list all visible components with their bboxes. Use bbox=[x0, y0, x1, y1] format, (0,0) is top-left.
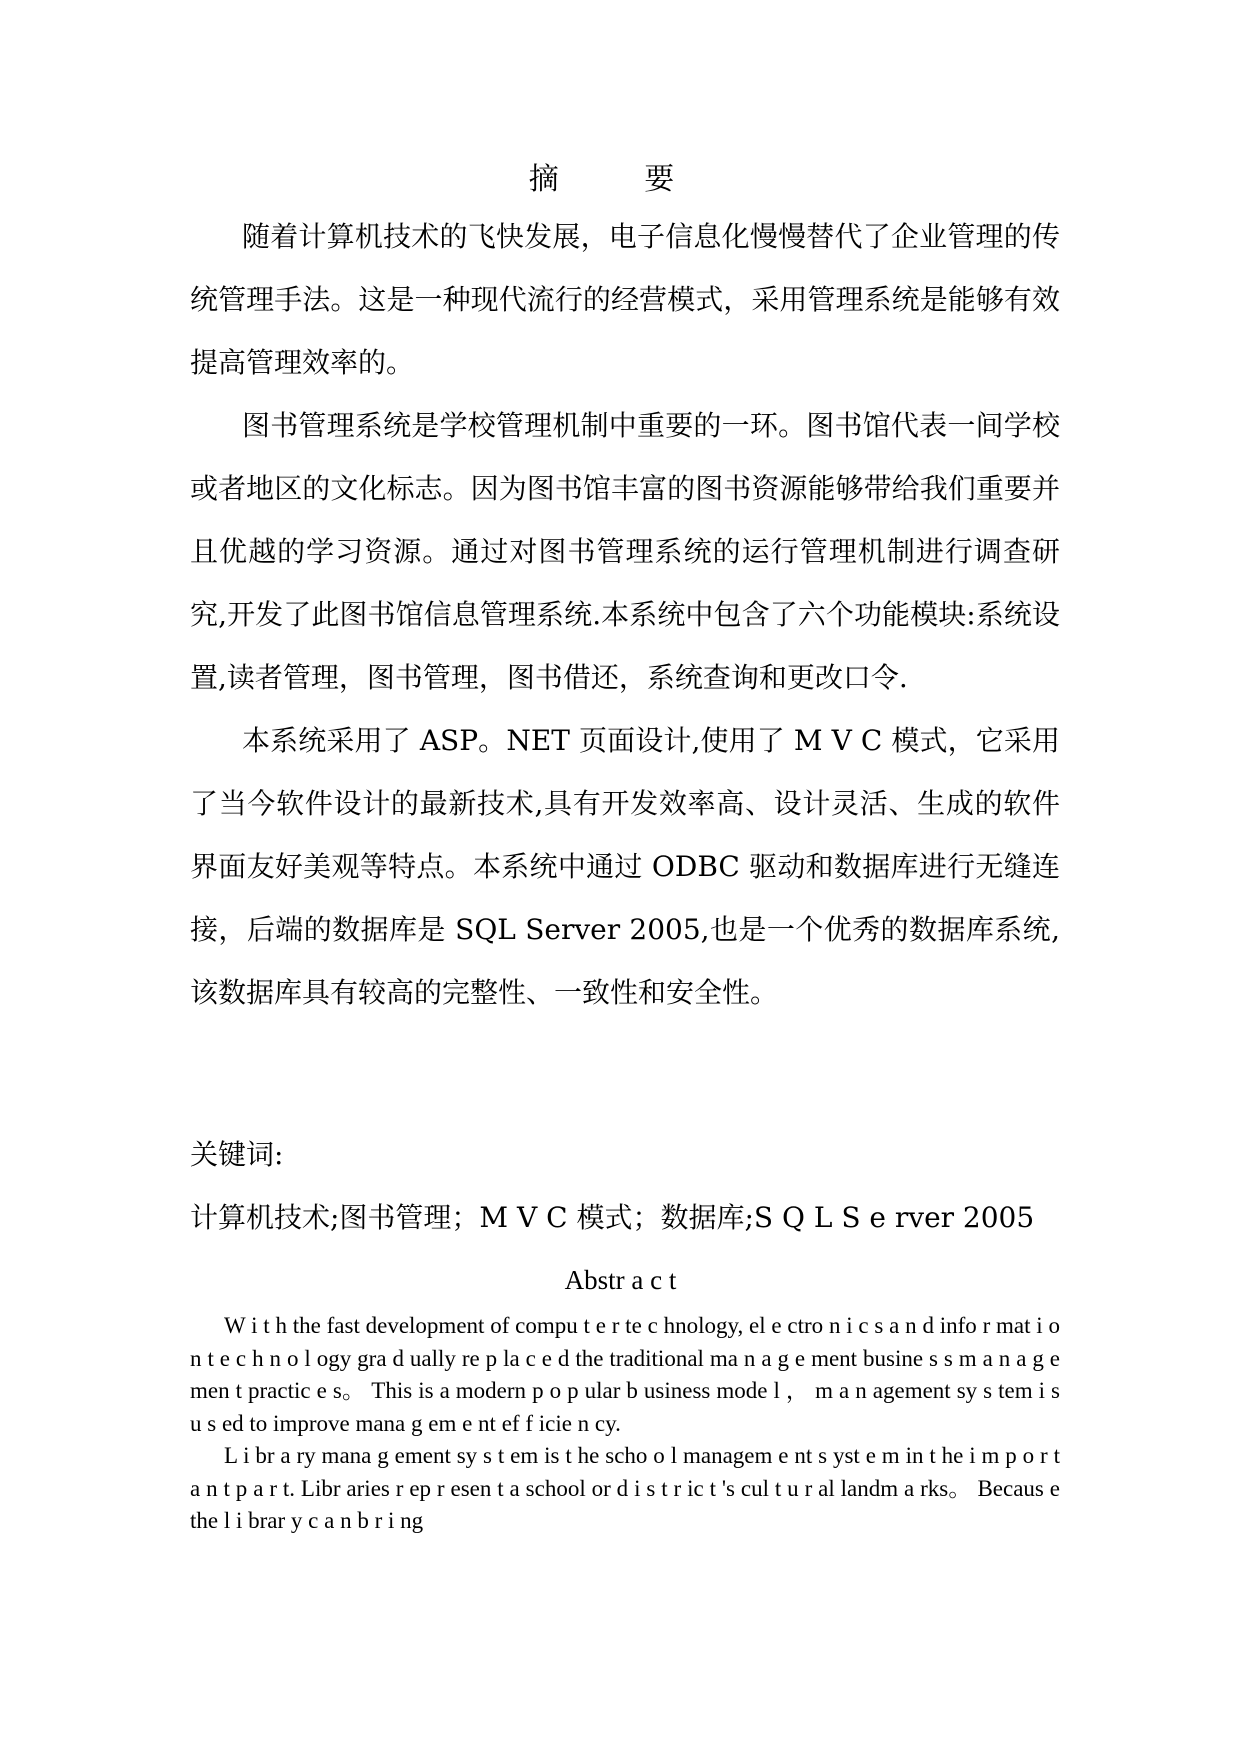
chinese-paragraph-1: 随着计算机技术的飞快发展，电子信息化慢慢替代了企业管理的传统管理手法。这是一种现代流行的经营模式，采用管理系统是能够有效提高管理效率的。 bbox=[190, 220, 1060, 379]
chinese-paragraph-2: 图书管理系统是学校管理机制中重要的一环。图书馆代表一间学校或者地区的文化标志。因为图书馆丰富的图书资源能够带给我们重要并且优越的学习资源。通过对图书管理系统的运行管理机制进行调查研究,开发了此图书馆信息管理系统.本系统中包含了六个功能模块:系统设置,读者管理，图书管理，图书借还，系统查询和更改口令. bbox=[190, 409, 1060, 694]
english-paragraph-1: W i t h the fast development of compu t e r te c hnology, el e ctro n i c s a n d info r mat i o n t e c h n o l ogy gra d ually re p la c e d the traditional ma n a g e ment busine s s m a n a g e men t practic e s。 This is a modern p o p ular b usiness mode l ， m a n agement sy s tem i s u s ed to improve mana g em e nt ef f icie n cy. bbox=[190, 1313, 1060, 1436]
chinese-abstract-title: 摘 要 bbox=[528, 162, 713, 197]
english-abstract-body bbox=[190, 1310, 1060, 1538]
english-abstract-title: Abstr a c t bbox=[564, 1265, 677, 1295]
english-paragraph-2: L i br a ry mana g ement sy s t em is t he scho o l managem e nt s yst e m in t he i m p o r t a n t p a r t. Libr aries r ep r esen t a school or d i s t r ic t 's cul t u r al landm a rks。 Becaus e the l i brar y c a n b r i ng bbox=[190, 1443, 1060, 1533]
chinese-paragraph-3: 本系统采用了 ASP。NET 页面设计,使用了 M V C 模式，它采用了当今软件设计的最新技术,具有开发效率高、设计灵活、生成的软件界面友好美观等特点。本系统中通过 ODBC 驱动和数据库进行无缝连接，后端的数据库是 SQL Server 2005,也是一个优秀的数据库系统,该数据库具有较高的完整性、一致性和安全性。 bbox=[190, 724, 1060, 1009]
chinese-abstract-body bbox=[190, 205, 1060, 1024]
keywords-text: 计算机技术;图书管理；M V C 模式；数据库;S Q L S e rver 2005 bbox=[190, 1201, 1035, 1234]
keywords-label: 关键词: bbox=[190, 1138, 284, 1171]
